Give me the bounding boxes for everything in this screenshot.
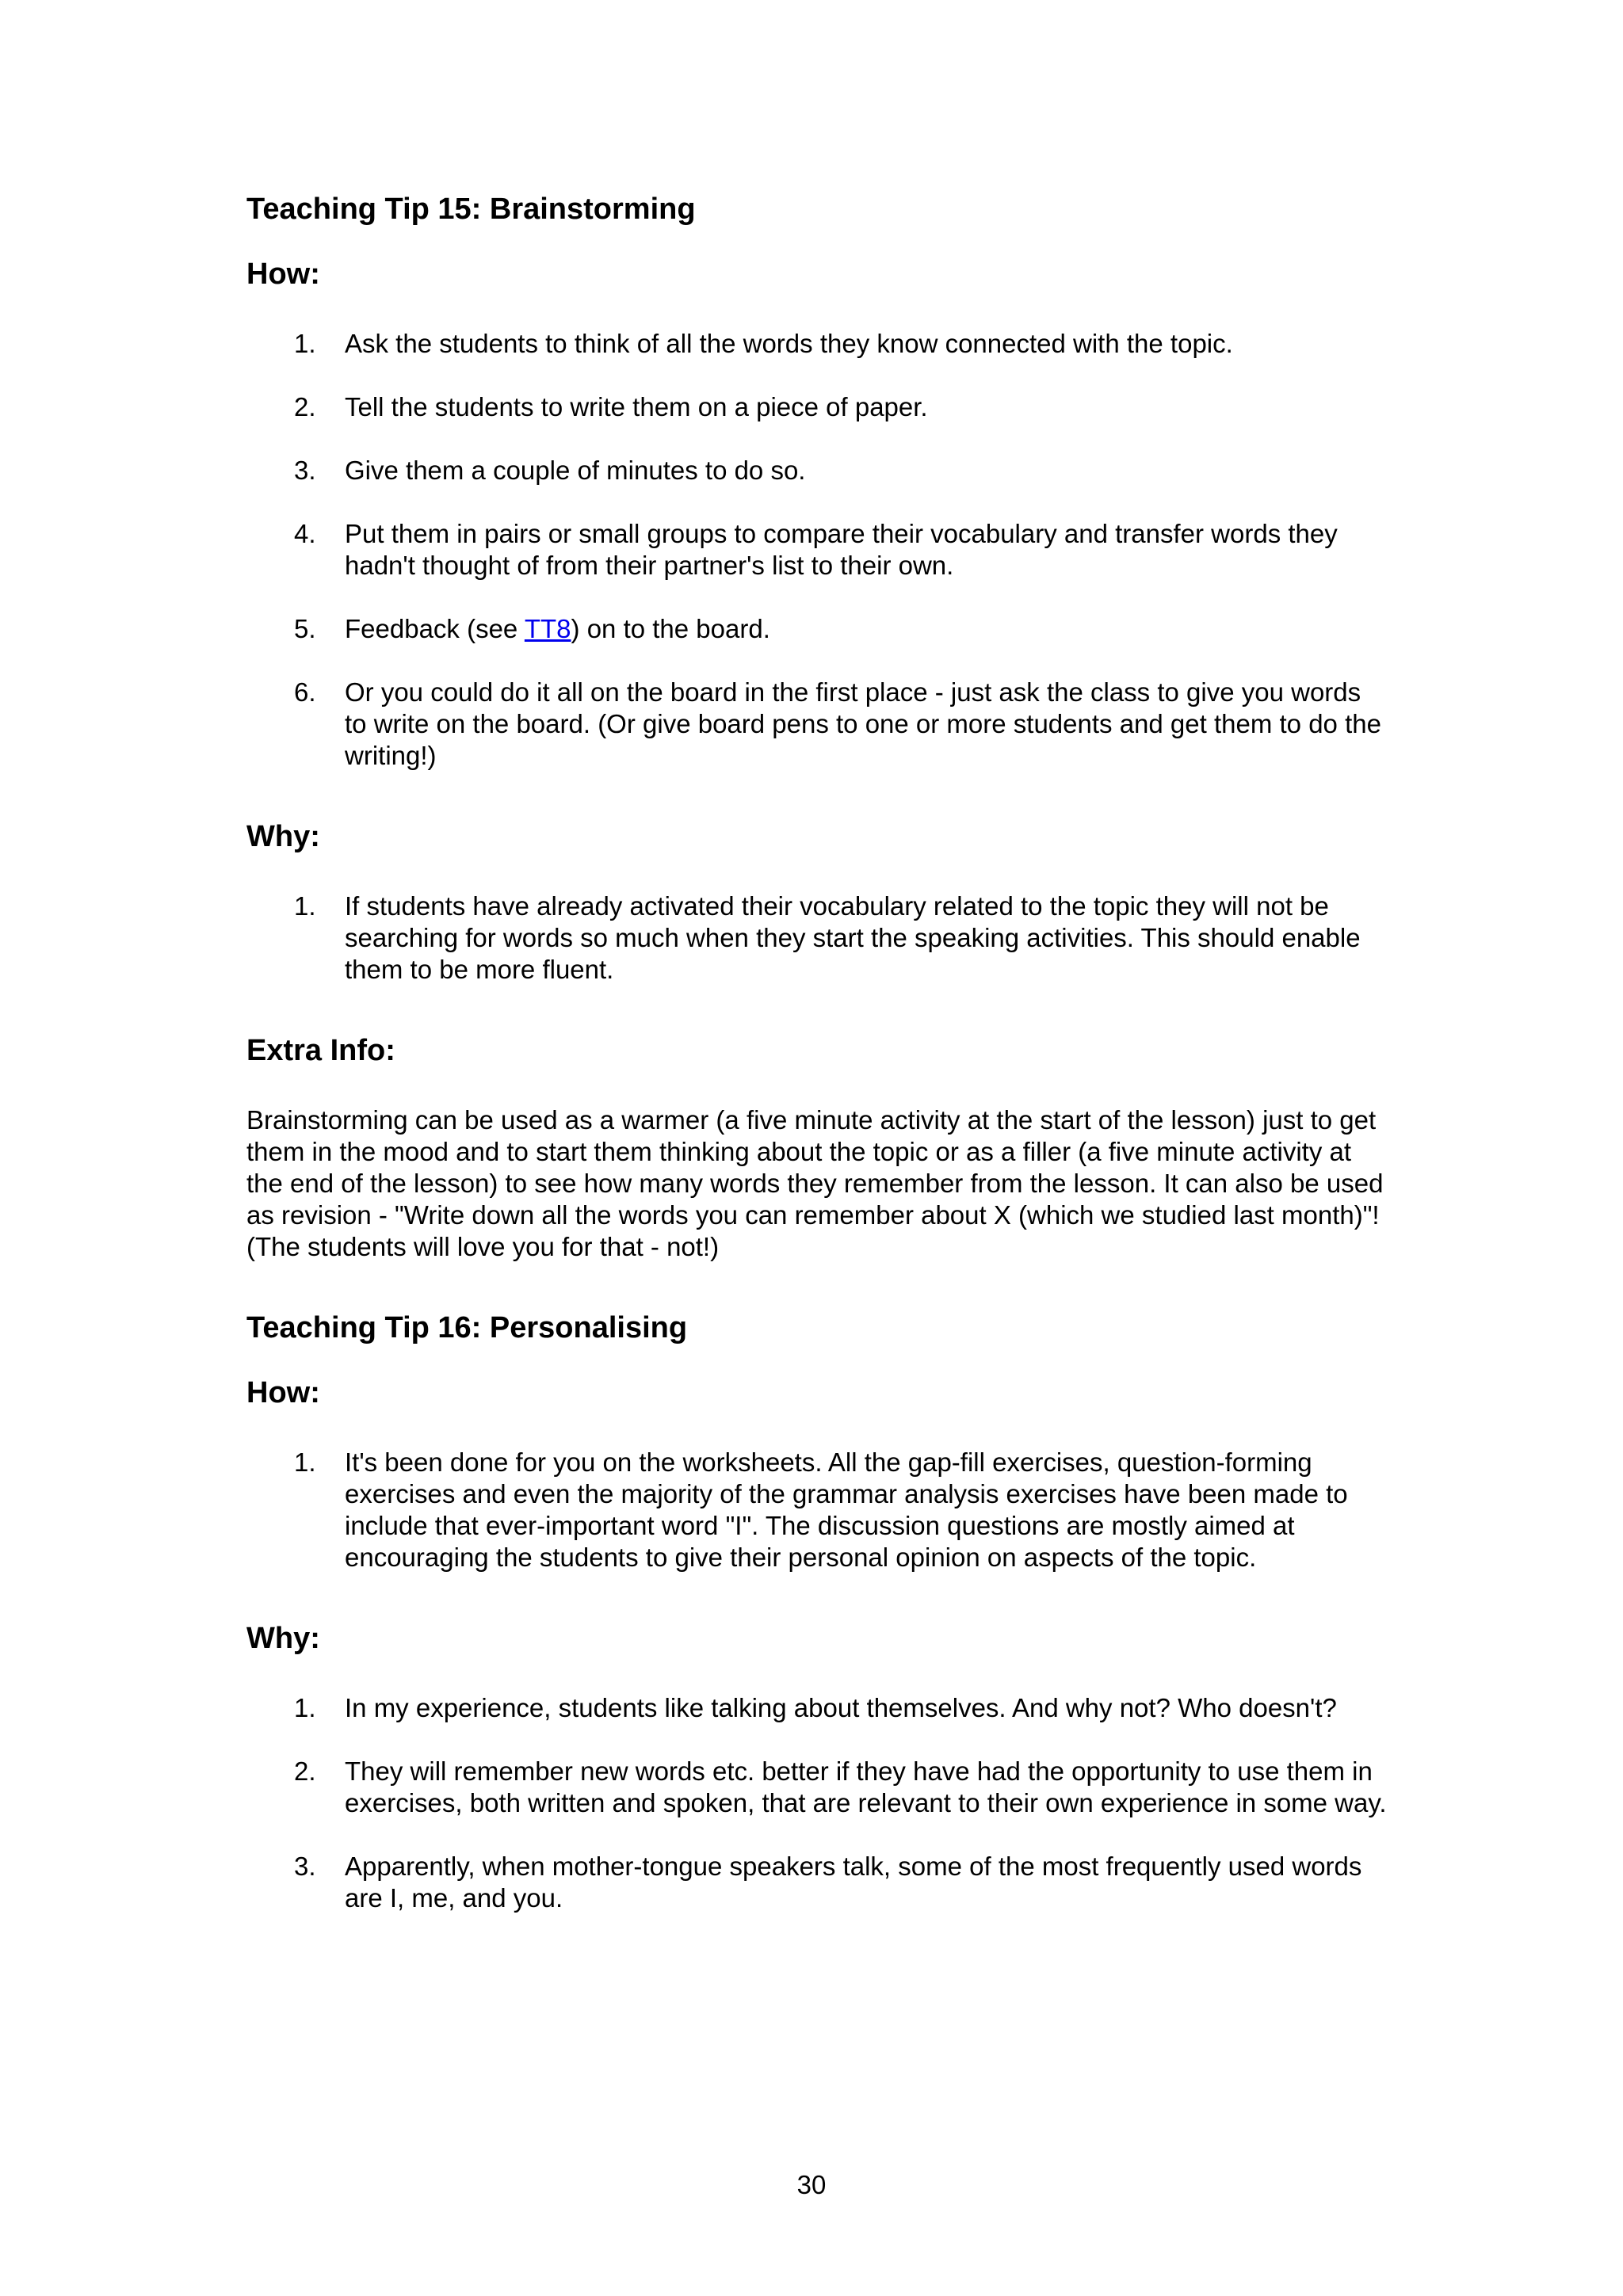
list-item [246, 455, 1388, 486]
list-text: Tell the students to write them on a piece of paper. [345, 392, 928, 421]
list-item [246, 391, 1388, 423]
list-text: Give them a couple of minutes to do so. [345, 456, 806, 485]
tip16-why-list [246, 1692, 1388, 1914]
list-item [246, 1851, 1388, 1914]
tt8-link[interactable]: TT8 [524, 614, 571, 643]
tip16-why-heading: Why: [246, 1622, 320, 1655]
list-text: Apparently, when mother-tongue speakers talk, some of the most frequently used words are I, me, and you. [345, 1852, 1362, 1913]
tip15-why-list [246, 891, 1388, 986]
tip15-title: Teaching Tip 15: Brainstorming [246, 193, 696, 226]
list-text [345, 613, 1388, 645]
list-number: 1. [294, 329, 316, 358]
list-number: 1. [294, 1693, 316, 1722]
list-item [246, 1756, 1388, 1819]
list-item [246, 1447, 1388, 1573]
list-number: 2. [294, 392, 316, 421]
list-text: Or you could do it all on the board in the first place - just ask the class to give you words to write on the board. (Or give board pens to one or more students and get them to do the writing!) [345, 677, 1381, 770]
tip15-extra-text: Brainstorming can be used as a warmer (a five minute activity at the start of the lesson) just to get them in the mood and to start them thinking about the topic or as a filler (a five minute activity at the end of the lesson) to see how many words they remember from the lesson. It can also be used as revision - "Write down all the words you can remember about X (which we studied last month)"! (The students will love you for that - not!) [246, 1105, 1384, 1261]
list-item [246, 328, 1388, 360]
list-text: In my experience, students like talking about themselves. And why not? Who doesn't? [345, 1693, 1337, 1722]
tip16-how-list [246, 1447, 1388, 1573]
tip15-how-list [246, 328, 1388, 772]
feedback-text-before: Feedback (see [345, 614, 525, 643]
list-number: 1. [294, 891, 316, 921]
page-number: 30 [796, 2170, 827, 2199]
tip16-how-heading: How: [246, 1376, 320, 1409]
list-text: They will remember new words etc. better if they have had the opportunity to use them in exercises, both written and spoken, that are relevant to their own experience in some way. [345, 1756, 1387, 1817]
list-item [246, 518, 1388, 582]
tip15-why-heading: Why: [246, 820, 320, 853]
list-text: Ask the students to think of all the words they know connected with the topic. [345, 329, 1233, 358]
list-item [246, 613, 1388, 645]
list-number: 4. [294, 519, 316, 548]
tip15-how-heading: How: [246, 257, 320, 291]
feedback-text-after: ) on to the board. [571, 614, 770, 643]
list-item [246, 891, 1388, 986]
list-number: 3. [294, 456, 316, 485]
list-item [246, 677, 1388, 772]
list-text: If students have already activated their vocabulary related to the topic they will not be searching for words so much when they start the speaking activities. This should enable them to be more fluent. [345, 891, 1361, 984]
list-item [246, 1692, 1388, 1724]
list-text: Put them in pairs or small groups to compare their vocabulary and transfer words they hadn't thought of from their partner's list to their own. [345, 519, 1338, 580]
tip16-title: Teaching Tip 16: Personalising [246, 1311, 688, 1344]
document-page [246, 190, 1388, 1914]
list-number: 5. [294, 614, 316, 643]
list-number: 3. [294, 1852, 316, 1881]
list-number: 2. [294, 1756, 316, 1786]
list-number: 1. [294, 1447, 316, 1477]
list-text: It's been done for you on the worksheets. All the gap-fill exercises, question-forming exercises and even the majority of the grammar analysis exercises have been made to include that ever-important word "I". The discussion questions are mostly aimed at encouraging the students to give their personal opinion on aspects of the topic. [345, 1447, 1348, 1572]
list-number: 6. [294, 677, 316, 707]
tip15-extra-heading: Extra Info: [246, 1034, 395, 1067]
